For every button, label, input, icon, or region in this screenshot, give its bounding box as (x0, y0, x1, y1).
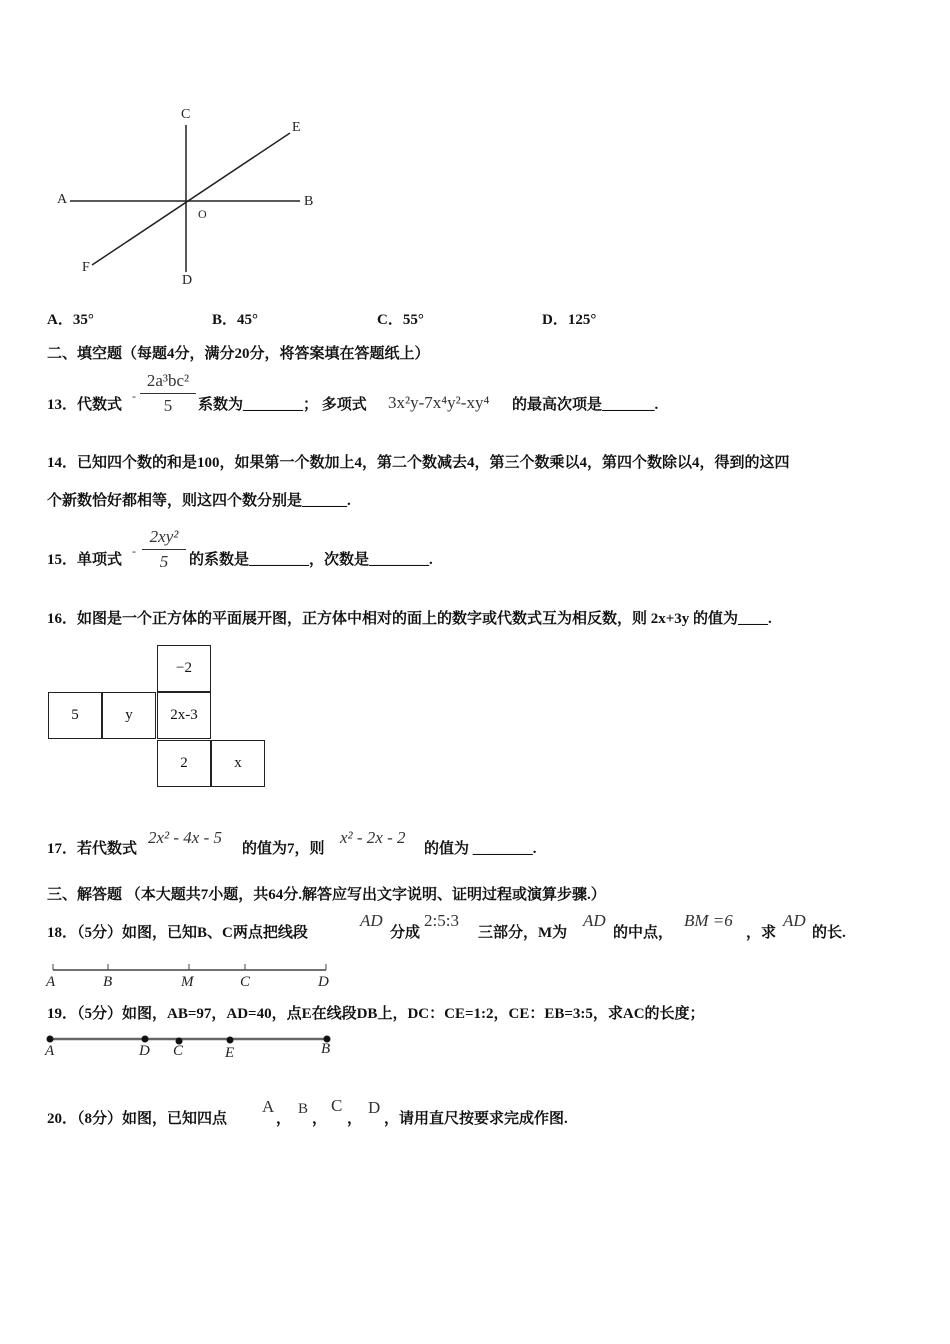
q18-point-m: M (181, 974, 194, 990)
label-b: B (304, 194, 314, 209)
q18-p6: 的长. (812, 925, 846, 941)
q16-text: 16．如图是一个正方体的平面展开图，正方体中相对的面上的数字或代数式互为相反数，则 2x+3y 的值为____. (47, 611, 772, 627)
q19-point-e: E (225, 1045, 235, 1061)
q20-p1: 20．（8分）如图，已知四点 (47, 1111, 228, 1127)
q18-ad-3: AD (783, 911, 806, 930)
q13-numerator: 2a³bc² (146, 371, 190, 390)
option-d: D．125° (542, 312, 597, 328)
option-c: C．55° (377, 312, 424, 328)
q20-sep-2: ， (312, 1111, 328, 1127)
q13-polynomial: 3x²y-7x⁴y²-xy⁴ (388, 393, 490, 412)
label-c: C (181, 107, 191, 122)
q17-mid: 的值为7，则 (242, 841, 325, 857)
net-cell-2: 2 (157, 740, 211, 787)
q13-suffix: 的最高次项是_______. (512, 397, 659, 413)
q17-expr2: x² - 2x - 2 (340, 828, 406, 847)
q18-ad-2: AD (583, 911, 606, 930)
q15-denominator: 5 (159, 552, 169, 571)
q18-bm: BM =6 (684, 911, 733, 930)
q19-point-b: B (321, 1041, 331, 1057)
net-cell-5: 5 (48, 692, 102, 739)
q18-ratio: 2:5:3 (424, 911, 459, 930)
q13-prefix: 13．代数式 (47, 397, 123, 413)
option-a: A．35° (47, 312, 94, 328)
q20-p2: ，请用直尺按要求完成作图. (384, 1111, 568, 1127)
q19-point-c: C (173, 1043, 184, 1059)
q13-fraction (140, 371, 196, 416)
q20-point-d: D (368, 1098, 381, 1117)
q18-point-d: D (318, 974, 329, 990)
q18-p5: ，求 (746, 925, 777, 941)
label-f: F (82, 260, 90, 275)
q18-p3: 三部分，M为 (478, 925, 568, 941)
option-b: B．45° (212, 312, 259, 328)
q18-point-a: A (46, 974, 56, 990)
q18-p4: 的中点， (613, 925, 674, 941)
q18-point-c: C (240, 974, 251, 990)
angle-figure (0, 0, 350, 300)
q19-point-d: D (139, 1043, 150, 1059)
q17-expr1: 2x² - 4x - 5 (148, 828, 223, 847)
q20-point-a: A (262, 1097, 275, 1116)
net-cell-top: −2 (157, 645, 211, 692)
q18-point-b: B (103, 974, 113, 990)
net-cell-y: y (102, 692, 156, 739)
q20-point-c: C (331, 1096, 343, 1115)
q20-sep-1: ， (276, 1111, 292, 1127)
q18-p2: 分成 (390, 925, 421, 941)
q17-suffix: 的值为 ________. (424, 841, 537, 857)
section-3-heading: 三、解答题 （本大题共7小题，共64分.解答应写出文字说明、证明过程或演算步骤.） (47, 887, 606, 903)
label-o: O (198, 207, 207, 221)
label-a: A (57, 192, 68, 207)
q20-sep-3: ， (347, 1111, 363, 1127)
q18-ad-1: AD (360, 911, 383, 930)
label-d: D (182, 273, 193, 288)
section-2-heading: 二、填空题（每题4分，满分20分，将答案填在答题纸上） (47, 346, 430, 362)
net-cell-2x-3: 2x-3 (157, 692, 211, 739)
q15-minus: - (132, 544, 136, 558)
q13-mid: 系数为________； 多项式 (198, 397, 367, 413)
q15-suffix: 的系数是________，次数是________. (189, 552, 433, 568)
q15-numerator: 2xy² (149, 527, 179, 546)
q19-text: 19．（5分）如图，AB=97，AD=40，点E在线段DB上，DC：CE=1:2，CE：EB=3:5，求AC的长度； (47, 1006, 705, 1022)
q19-point-a: A (45, 1043, 55, 1059)
q14-line2: 个新数恰好都相等，则这四个数分别是______. (47, 493, 351, 509)
q20-point-b: B (298, 1101, 309, 1117)
net-cell-x: x (211, 740, 265, 787)
q15-fraction (142, 527, 186, 572)
q14-line1: 14．已知四个数的和是100，如果第一个数加上4，第二个数减去4，第三个数乘以4，第四个数除以4，得到的这四 (47, 455, 790, 471)
line-ef (92, 133, 290, 265)
q15-prefix: 15．单项式 (47, 552, 123, 568)
q18-p1: 18．（5分）如图，已知B、C两点把线段 (47, 925, 308, 941)
q13-minus: - (132, 389, 136, 403)
q13-denominator: 5 (163, 396, 173, 415)
q17-prefix: 17．若代数式 (47, 841, 138, 857)
label-e: E (292, 120, 301, 135)
